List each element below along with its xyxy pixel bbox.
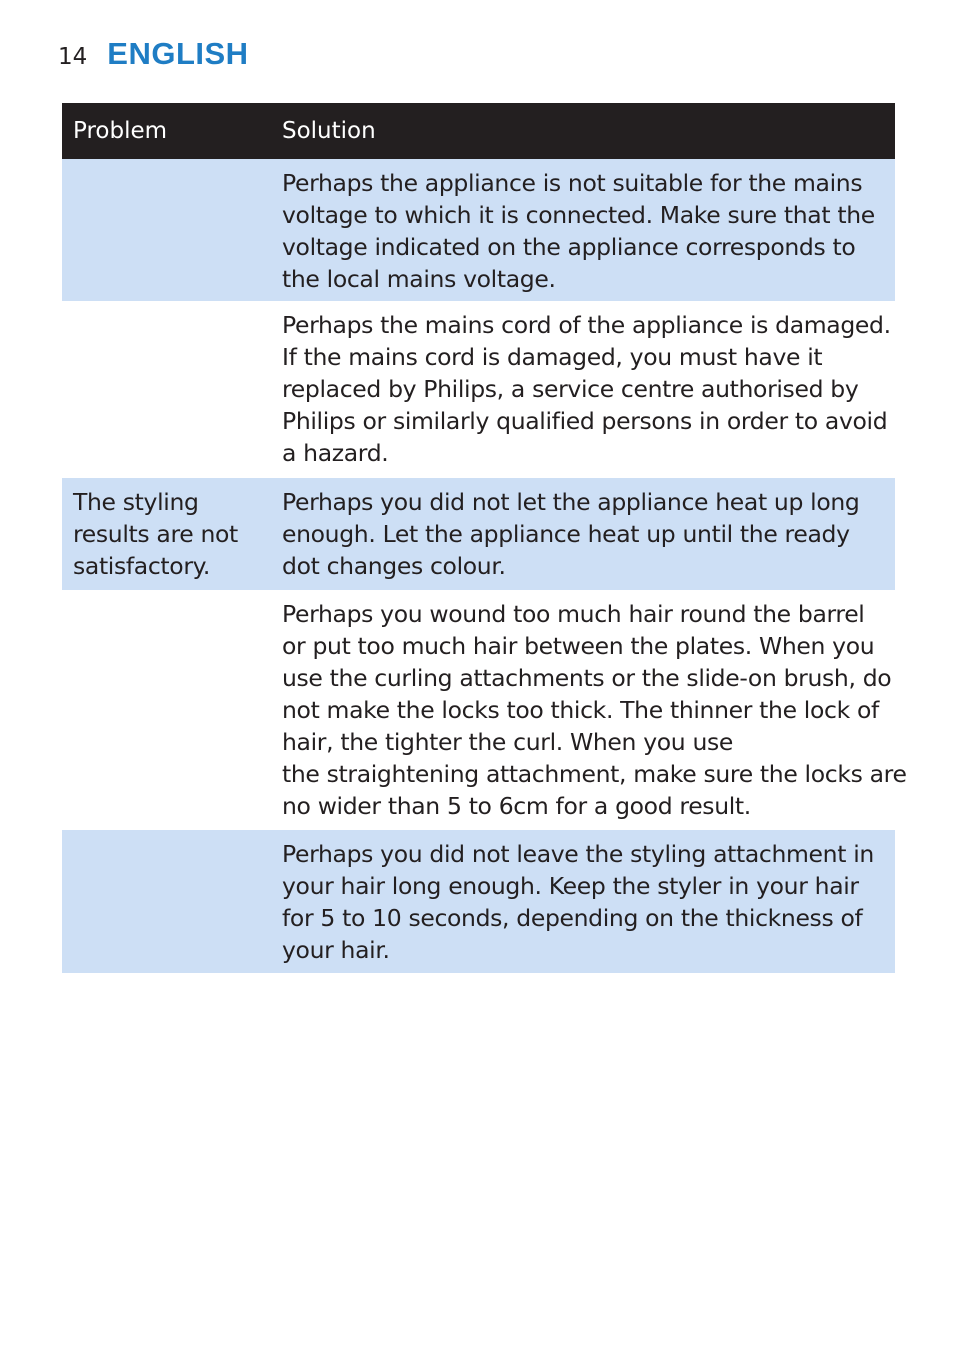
solution-line: Perhaps you wound too much hair round the barrel xyxy=(282,600,865,628)
solution-line: the local mains voltage. xyxy=(282,265,556,293)
solution-line: use the curling attachments or the slide-on brush, do xyxy=(282,664,892,692)
solution-line: your hair. xyxy=(282,936,390,964)
solution-line: or put too much hair between the plates. When you xyxy=(282,632,875,660)
problem-cell xyxy=(62,830,273,973)
solution-line: not make the locks too thick. The thinner the lock of xyxy=(282,696,879,724)
solution-line: Philips or similarly qualified persons in order to avoid xyxy=(282,407,888,435)
table-row xyxy=(62,159,895,301)
solution-line: replaced by Philips, a service centre authorised by xyxy=(282,375,859,403)
section-title: ENGLISH xyxy=(107,36,249,71)
solution-line: If the mains cord is damaged, you must have it xyxy=(282,343,823,371)
problem-line: satisfactory. xyxy=(73,552,210,580)
solution-line: for 5 to 10 seconds, depending on the thickness of xyxy=(282,904,863,932)
table-row xyxy=(62,590,907,830)
column-header-problem: Problem xyxy=(73,118,168,144)
troubleshooting-table xyxy=(62,103,907,973)
solution-line: voltage to which it is connected. Make sure that the xyxy=(282,201,875,229)
page-header xyxy=(58,36,249,72)
solution-line: a hazard. xyxy=(282,439,389,467)
solution-line: hair, the tighter the curl. When you use xyxy=(282,728,733,756)
solution-line: Perhaps the mains cord of the appliance is damaged. xyxy=(282,311,891,339)
page-number: 14 xyxy=(58,44,88,70)
table-row xyxy=(62,301,895,478)
solution-line: voltage indicated on the appliance corresponds to xyxy=(282,233,856,261)
problem-line: results are not xyxy=(73,520,238,548)
problem-cell xyxy=(62,159,273,301)
solution-cell xyxy=(273,590,907,830)
solution-line: Perhaps you did not let the appliance heat up long xyxy=(282,488,860,516)
table-header xyxy=(62,103,895,159)
problem-line: The styling xyxy=(73,488,199,516)
solution-line: Perhaps you did not leave the styling attachment in xyxy=(282,840,874,868)
table-row xyxy=(62,830,895,973)
solution-line: enough. Let the appliance heat up until the ready xyxy=(282,520,850,548)
solution-line: the straightening attachment, make sure the locks are xyxy=(282,760,907,788)
solution-line: dot changes colour. xyxy=(282,552,506,580)
problem-cell xyxy=(62,301,273,478)
problem-cell xyxy=(62,590,273,830)
solution-line: no wider than 5 to 6cm for a good result. xyxy=(282,792,751,820)
solution-line: Perhaps the appliance is not suitable for the mains xyxy=(282,169,863,197)
solution-cell xyxy=(273,159,895,301)
column-header-solution: Solution xyxy=(282,118,376,144)
problem-cell xyxy=(62,478,273,590)
solution-cell xyxy=(273,830,895,973)
solution-cell xyxy=(273,301,895,478)
solution-cell xyxy=(273,478,895,590)
table-row xyxy=(62,478,895,590)
solution-line: your hair long enough. Keep the styler in your hair xyxy=(282,872,859,900)
